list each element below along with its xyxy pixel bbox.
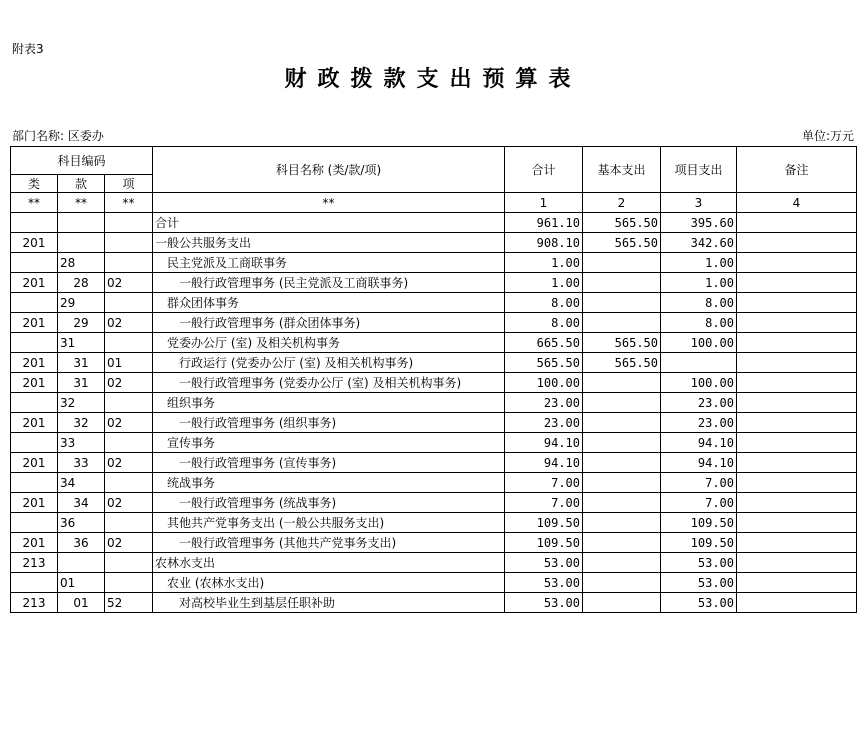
table-row (11, 313, 857, 333)
row-name-cell: 群众团体事务 (153, 293, 505, 313)
row-name-cell: 统战事务 (153, 473, 505, 493)
row-total-cell: 1.00 (505, 253, 583, 273)
row-remark-cell (737, 213, 857, 233)
row-xiang-cell (105, 253, 153, 273)
row-xiang-cell: 02 (105, 273, 153, 293)
row-total-cell: 961.10 (505, 213, 583, 233)
row-xiang-cell (105, 433, 153, 453)
row-basic-cell (583, 413, 661, 433)
row-xiang-cell (105, 553, 153, 573)
row-xiang-cell (105, 473, 153, 493)
row-lei-cell: 201 (11, 533, 58, 553)
header-project: 项目支出 (661, 147, 737, 193)
row-total-cell: 94.10 (505, 433, 583, 453)
budget-table (10, 146, 857, 613)
index-cell: ** (58, 193, 105, 213)
row-remark-cell (737, 353, 857, 373)
row-total-cell: 23.00 (505, 393, 583, 413)
row-name-cell: 宣传事务 (153, 433, 505, 453)
row-remark-cell (737, 393, 857, 413)
row-basic-cell (583, 473, 661, 493)
row-project-cell: 100.00 (661, 373, 737, 393)
row-remark-cell (737, 573, 857, 593)
row-lei-cell: 201 (11, 453, 58, 473)
row-remark-cell (737, 493, 857, 513)
row-basic-cell (583, 553, 661, 573)
row-name-cell: 一般行政管理事务 (宣传事务) (153, 453, 505, 473)
row-xiang-cell: 02 (105, 533, 153, 553)
row-basic-cell: 565.50 (583, 213, 661, 233)
row-kuan-cell (58, 553, 105, 573)
table-row (11, 233, 857, 253)
table-row (11, 413, 857, 433)
row-total-cell: 8.00 (505, 313, 583, 333)
row-xiang-cell: 02 (105, 453, 153, 473)
row-lei-cell: 201 (11, 353, 58, 373)
row-project-cell: 395.60 (661, 213, 737, 233)
row-name-cell: 行政运行 (党委办公厅 (室) 及相关机构事务) (153, 353, 505, 373)
row-kuan-cell: 28 (58, 273, 105, 293)
row-name-cell: 对高校毕业生到基层任职补助 (153, 593, 505, 613)
row-remark-cell (737, 373, 857, 393)
table-row (11, 573, 857, 593)
row-basic-cell: 565.50 (583, 333, 661, 353)
row-total-cell: 908.10 (505, 233, 583, 253)
header-remark: 备注 (737, 147, 857, 193)
row-project-cell: 109.50 (661, 513, 737, 533)
row-basic-cell (583, 593, 661, 613)
table-row (11, 533, 857, 553)
row-lei-cell (11, 253, 58, 273)
row-project-cell: 342.60 (661, 233, 737, 253)
row-xiang-cell (105, 573, 153, 593)
row-total-cell: 109.50 (505, 533, 583, 553)
row-kuan-cell: 31 (58, 373, 105, 393)
row-project-cell: 94.10 (661, 453, 737, 473)
row-project-cell: 7.00 (661, 493, 737, 513)
row-lei-cell: 213 (11, 553, 58, 573)
row-name-cell: 党委办公厅 (室) 及相关机构事务 (153, 333, 505, 353)
row-total-cell: 565.50 (505, 353, 583, 373)
table-row (11, 513, 857, 533)
row-basic-cell (583, 273, 661, 293)
row-project-cell: 53.00 (661, 573, 737, 593)
row-xiang-cell (105, 513, 153, 533)
row-remark-cell (737, 513, 857, 533)
row-basic-cell: 565.50 (583, 233, 661, 253)
row-lei-cell (11, 333, 58, 353)
row-total-cell: 7.00 (505, 473, 583, 493)
row-lei-cell: 201 (11, 233, 58, 253)
row-lei-cell: 201 (11, 273, 58, 293)
row-kuan-cell: 32 (58, 393, 105, 413)
table-row (11, 553, 857, 573)
row-name-cell: 一般行政管理事务 (组织事务) (153, 413, 505, 433)
row-project-cell: 53.00 (661, 553, 737, 573)
row-remark-cell (737, 333, 857, 353)
row-total-cell: 1.00 (505, 273, 583, 293)
row-name-cell: 一般公共服务支出 (153, 233, 505, 253)
row-lei-cell: 201 (11, 493, 58, 513)
row-remark-cell (737, 253, 857, 273)
table-row (11, 593, 857, 613)
row-lei-cell: 201 (11, 373, 58, 393)
row-basic-cell (583, 513, 661, 533)
row-name-cell: 组织事务 (153, 393, 505, 413)
row-remark-cell (737, 553, 857, 573)
header-subject-code: 科目编码 (11, 147, 153, 175)
table-row (11, 253, 857, 273)
header-subject-name: 科目名称 (类/款/项) (153, 147, 505, 193)
row-kuan-cell: 01 (58, 593, 105, 613)
row-xiang-cell: 52 (105, 593, 153, 613)
row-kuan-cell: 31 (58, 333, 105, 353)
index-cell: ** (11, 193, 58, 213)
row-total-cell: 7.00 (505, 493, 583, 513)
row-xiang-cell: 02 (105, 413, 153, 433)
row-kuan-cell: 01 (58, 573, 105, 593)
row-kuan-cell: 29 (58, 293, 105, 313)
row-name-cell: 一般行政管理事务 (其他共产党事务支出) (153, 533, 505, 553)
row-total-cell: 53.00 (505, 573, 583, 593)
row-basic-cell (583, 533, 661, 553)
table-row (11, 373, 857, 393)
attachment-label: 附表3 (12, 42, 44, 56)
row-lei-cell (11, 473, 58, 493)
row-name-cell: 其他共产党事务支出 (一般公共服务支出) (153, 513, 505, 533)
row-xiang-cell (105, 233, 153, 253)
table-row (11, 433, 857, 453)
table-row (11, 333, 857, 353)
row-project-cell: 94.10 (661, 433, 737, 453)
index-cell: 1 (505, 193, 583, 213)
row-kuan-cell: 29 (58, 313, 105, 333)
row-name-cell: 一般行政管理事务 (统战事务) (153, 493, 505, 513)
index-cell: ** (105, 193, 153, 213)
row-basic-cell (583, 313, 661, 333)
index-cell: 4 (737, 193, 857, 213)
row-name-cell: 农林水支出 (153, 553, 505, 573)
row-kuan-cell: 36 (58, 533, 105, 553)
row-lei-cell: 201 (11, 313, 58, 333)
row-basic-cell (583, 573, 661, 593)
row-remark-cell (737, 413, 857, 433)
index-cell: ** (153, 193, 505, 213)
row-name-cell: 一般行政管理事务 (党委办公厅 (室) 及相关机构事务) (153, 373, 505, 393)
row-basic-cell (583, 493, 661, 513)
row-name-cell: 农业 (农林水支出) (153, 573, 505, 593)
index-cell: 2 (583, 193, 661, 213)
row-name-cell: 合计 (153, 213, 505, 233)
row-project-cell: 23.00 (661, 413, 737, 433)
row-name-cell: 一般行政管理事务 (群众团体事务) (153, 313, 505, 333)
row-kuan-cell: 36 (58, 513, 105, 533)
header-lei: 类 (11, 175, 58, 193)
header-basic: 基本支出 (583, 147, 661, 193)
row-project-cell: 1.00 (661, 273, 737, 293)
table-row (11, 473, 857, 493)
row-xiang-cell: 02 (105, 313, 153, 333)
table-row (11, 353, 857, 373)
row-kuan-cell: 31 (58, 353, 105, 373)
row-total-cell: 8.00 (505, 293, 583, 313)
row-remark-cell (737, 473, 857, 493)
table-row (11, 453, 857, 473)
row-project-cell: 53.00 (661, 593, 737, 613)
header-total: 合计 (505, 147, 583, 193)
table-row (11, 393, 857, 413)
row-kuan-cell: 33 (58, 453, 105, 473)
page-title: 财政拨款支出预算表 (284, 66, 582, 92)
row-remark-cell (737, 293, 857, 313)
row-kuan-cell: 33 (58, 433, 105, 453)
row-xiang-cell (105, 213, 153, 233)
row-kuan-cell: 34 (58, 493, 105, 513)
row-basic-cell (583, 293, 661, 313)
table-row (11, 293, 857, 313)
row-total-cell: 665.50 (505, 333, 583, 353)
row-remark-cell (737, 233, 857, 253)
row-remark-cell (737, 313, 857, 333)
row-total-cell: 53.00 (505, 553, 583, 573)
row-xiang-cell: 02 (105, 373, 153, 393)
row-total-cell: 100.00 (505, 373, 583, 393)
index-cell: 3 (661, 193, 737, 213)
row-kuan-cell: 34 (58, 473, 105, 493)
row-project-cell: 1.00 (661, 253, 737, 273)
row-basic-cell (583, 433, 661, 453)
row-xiang-cell (105, 293, 153, 313)
row-kuan-cell (58, 213, 105, 233)
row-xiang-cell: 02 (105, 493, 153, 513)
row-kuan-cell: 32 (58, 413, 105, 433)
table-row (11, 213, 857, 233)
row-project-cell: 8.00 (661, 293, 737, 313)
department-label: 部门名称: 区委办 (12, 129, 104, 143)
table-row (11, 493, 857, 513)
row-basic-cell (583, 253, 661, 273)
row-lei-cell (11, 213, 58, 233)
row-remark-cell (737, 433, 857, 453)
row-name-cell: 一般行政管理事务 (民主党派及工商联事务) (153, 273, 505, 293)
header-kuan: 款 (58, 175, 105, 193)
row-xiang-cell (105, 333, 153, 353)
row-lei-cell (11, 293, 58, 313)
row-project-cell: 7.00 (661, 473, 737, 493)
row-total-cell: 53.00 (505, 593, 583, 613)
row-total-cell: 109.50 (505, 513, 583, 533)
row-name-cell: 民主党派及工商联事务 (153, 253, 505, 273)
unit-label: 单位:万元 (801, 129, 854, 143)
row-lei-cell (11, 513, 58, 533)
row-lei-cell (11, 393, 58, 413)
row-total-cell: 94.10 (505, 453, 583, 473)
row-lei-cell: 201 (11, 413, 58, 433)
row-lei-cell (11, 433, 58, 453)
row-project-cell: 100.00 (661, 333, 737, 353)
row-lei-cell (11, 573, 58, 593)
row-total-cell: 23.00 (505, 413, 583, 433)
row-kuan-cell (58, 233, 105, 253)
header-xiang: 项 (105, 175, 153, 193)
row-remark-cell (737, 593, 857, 613)
row-project-cell: 23.00 (661, 393, 737, 413)
row-remark-cell (737, 453, 857, 473)
row-basic-cell (583, 373, 661, 393)
row-basic-cell: 565.50 (583, 353, 661, 373)
row-remark-cell (737, 533, 857, 553)
row-project-cell: 8.00 (661, 313, 737, 333)
row-xiang-cell (105, 393, 153, 413)
row-remark-cell (737, 273, 857, 293)
row-xiang-cell: 01 (105, 353, 153, 373)
row-lei-cell: 213 (11, 593, 58, 613)
row-basic-cell (583, 453, 661, 473)
row-project-cell: 109.50 (661, 533, 737, 553)
table-row (11, 273, 857, 293)
row-kuan-cell: 28 (58, 253, 105, 273)
row-basic-cell (583, 393, 661, 413)
row-project-cell (661, 353, 737, 373)
